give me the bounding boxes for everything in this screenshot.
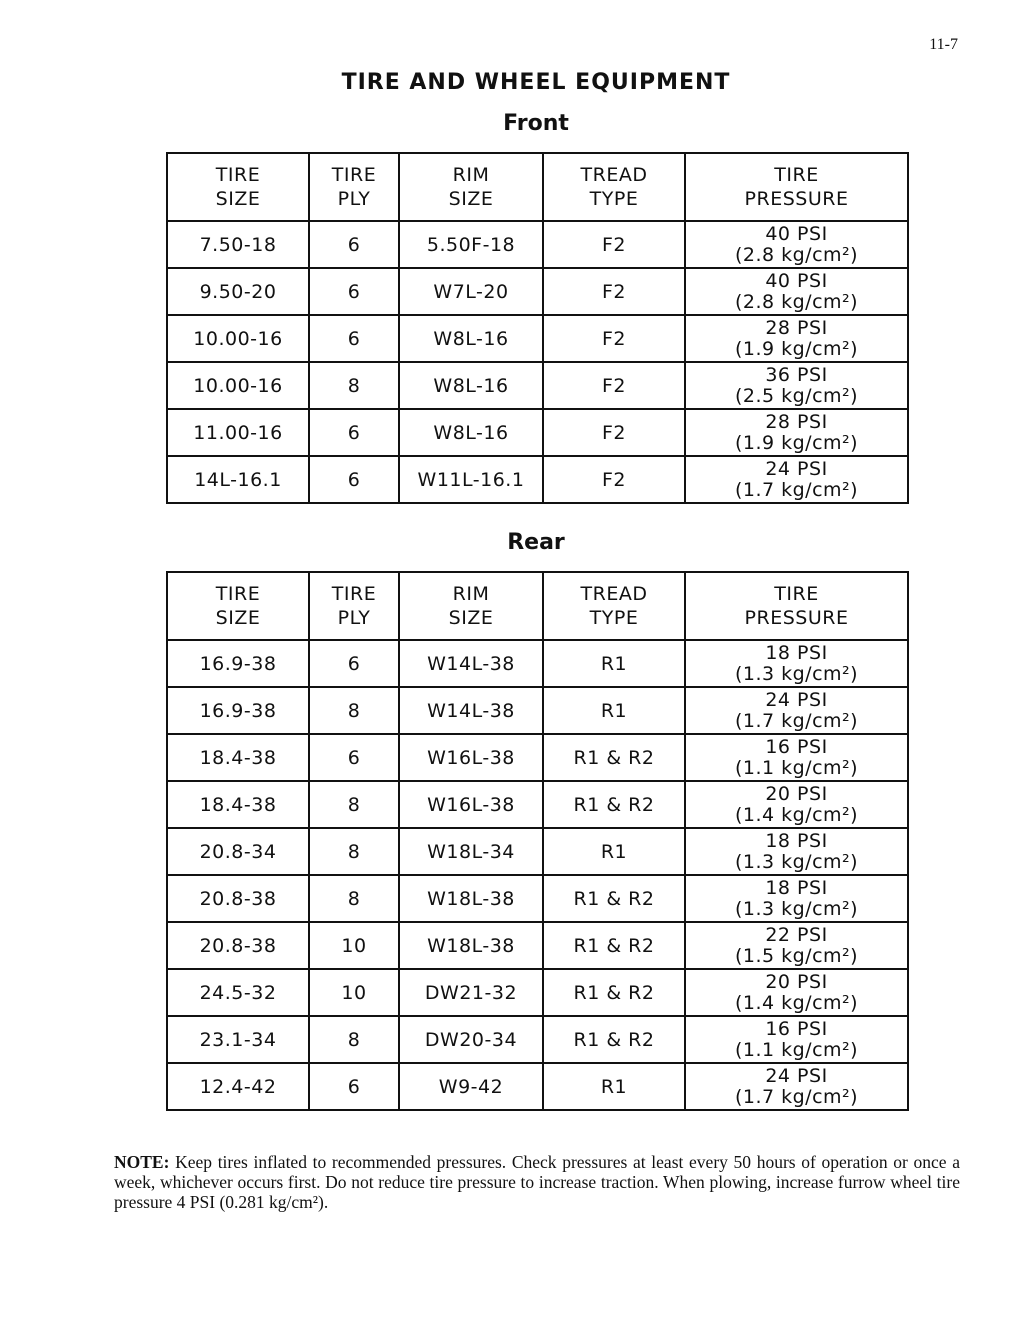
tread-type-cell: R1 [543,640,685,687]
tire-pressure-cell [685,409,908,456]
rear-section-heading: Rear [507,530,565,555]
pressure-psi: 16 PSI [765,1017,828,1040]
header-tire-ply: TIRE PLY [309,572,399,640]
tire-size-cell: 7.50-18 [167,221,309,268]
rear-tire-table [166,571,909,1111]
tire-pressure-cell [685,781,908,828]
tire-size-cell: 10.00-16 [167,315,309,362]
pressure-metric: (1.1 kg/cm²) [734,756,859,779]
pressure-metric: (1.7 kg/cm²) [734,478,859,501]
pressure-metric: (1.3 kg/cm²) [734,662,859,685]
tire-pressure-cell [685,221,908,268]
table-row [167,781,908,828]
rim-size-cell: W14L-38 [399,687,543,734]
tread-type-cell: R1 [543,1063,685,1110]
tire-ply-cell: 8 [309,875,399,922]
rim-size-cell: W11L-16.1 [399,456,543,503]
rim-size-cell: W8L-16 [399,315,543,362]
rim-size-cell: DW20-34 [399,1016,543,1063]
table-row [167,875,908,922]
tire-size-cell: 11.00-16 [167,409,309,456]
tire-ply-cell: 6 [309,315,399,362]
front-tire-table [166,152,909,504]
pressure-metric: (1.7 kg/cm²) [734,1085,859,1108]
tire-size-cell: 9.50-20 [167,268,309,315]
tire-ply-cell: 8 [309,781,399,828]
rim-size-cell: W18L-34 [399,828,543,875]
tread-type-cell: F2 [543,362,685,409]
table-row [167,734,908,781]
rim-size-cell: W8L-16 [399,362,543,409]
pressure-psi: 18 PSI [765,641,828,664]
table-row [167,1063,908,1110]
note-text: Keep tires inflated to recommended pressures. Check pressures at least every 50 hours of operation or once a week, whichever occurs first. Do not reduce tire pressure to increase traction. When plowing, increase furrow wheel tire pressure 4 PSI (0.281 kg/cm²). [114,1152,960,1212]
tread-type-cell: F2 [543,409,685,456]
table-header-row [167,572,908,640]
table-row [167,362,908,409]
tire-ply-cell: 8 [309,362,399,409]
tread-type-cell: F2 [543,456,685,503]
pressure-psi: 40 PSI [765,222,828,245]
tire-ply-cell: 6 [309,456,399,503]
tire-size-cell: 23.1-34 [167,1016,309,1063]
tread-type-cell: R1 & R2 [543,969,685,1016]
pressure-metric: (1.5 kg/cm²) [734,944,859,967]
tire-pressure-cell [685,456,908,503]
tire-pressure-cell [685,828,908,875]
tread-type-cell: R1 [543,687,685,734]
tread-type-cell: R1 & R2 [543,1016,685,1063]
table-row [167,969,908,1016]
pressure-psi: 28 PSI [765,316,828,339]
rim-size-cell: W14L-38 [399,640,543,687]
header-rim-size: RIM SIZE [399,572,543,640]
tire-pressure-cell [685,640,908,687]
tire-ply-cell: 6 [309,268,399,315]
tire-pressure-cell [685,268,908,315]
note-paragraph [114,1152,960,1212]
table-row [167,456,908,503]
table-row [167,828,908,875]
rim-size-cell: 5.50F-18 [399,221,543,268]
header-rim-size: RIM SIZE [399,153,543,221]
table-row [167,315,908,362]
rim-size-cell: W16L-38 [399,781,543,828]
pressure-metric: (1.3 kg/cm²) [734,850,859,873]
rim-size-cell: W18L-38 [399,875,543,922]
tread-type-cell: R1 & R2 [543,875,685,922]
note-label: NOTE: [114,1152,170,1172]
tire-size-cell: 18.4-38 [167,781,309,828]
tread-type-cell: F2 [543,315,685,362]
pressure-metric: (1.9 kg/cm²) [734,337,859,360]
tire-size-cell: 16.9-38 [167,640,309,687]
tire-ply-cell: 6 [309,409,399,456]
tire-ply-cell: 10 [309,922,399,969]
table-row [167,221,908,268]
page-number: 11-7 [929,36,958,53]
tire-size-cell: 16.9-38 [167,687,309,734]
pressure-metric: (1.1 kg/cm²) [734,1038,859,1061]
rim-size-cell: W9-42 [399,1063,543,1110]
pressure-psi: 24 PSI [765,457,828,480]
pressure-psi: 20 PSI [765,970,828,993]
pressure-psi: 24 PSI [765,1064,828,1087]
tire-size-cell: 18.4-38 [167,734,309,781]
pressure-metric: (2.8 kg/cm²) [734,290,859,313]
tire-size-cell: 14L-16.1 [167,456,309,503]
tread-type-cell: F2 [543,268,685,315]
pressure-psi: 18 PSI [765,829,828,852]
tire-pressure-cell [685,969,908,1016]
tire-size-cell: 20.8-38 [167,875,309,922]
rear-table-body [167,640,908,1110]
rim-size-cell: W16L-38 [399,734,543,781]
pressure-metric: (1.3 kg/cm²) [734,897,859,920]
tread-type-cell: R1 & R2 [543,781,685,828]
pressure-metric: (1.4 kg/cm²) [734,803,859,826]
pressure-psi: 40 PSI [765,269,828,292]
header-tire-size: TIRE SIZE [167,153,309,221]
pressure-metric: (1.7 kg/cm²) [734,709,859,732]
pressure-metric: (2.8 kg/cm²) [734,243,859,266]
rim-size-cell: W7L-20 [399,268,543,315]
pressure-psi: 20 PSI [765,782,828,805]
table-row [167,687,908,734]
pressure-metric: (2.5 kg/cm²) [734,384,859,407]
pressure-psi: 22 PSI [765,923,828,946]
tire-pressure-cell [685,875,908,922]
tire-ply-cell: 6 [309,640,399,687]
tire-ply-cell: 8 [309,828,399,875]
header-tread-type: TREAD TYPE [543,572,685,640]
header-tire-pressure: TIRE PRESSURE [685,572,908,640]
header-tire-size: TIRE SIZE [167,572,309,640]
table-header-row [167,153,908,221]
tire-size-cell: 10.00-16 [167,362,309,409]
rim-size-cell: DW21-32 [399,969,543,1016]
pressure-metric: (1.4 kg/cm²) [734,991,859,1014]
table-row [167,640,908,687]
table-row [167,1016,908,1063]
tire-ply-cell: 8 [309,1016,399,1063]
tire-ply-cell: 6 [309,221,399,268]
tire-ply-cell: 10 [309,969,399,1016]
tire-pressure-cell [685,922,908,969]
rim-size-cell: W8L-16 [399,409,543,456]
tire-pressure-cell [685,687,908,734]
table-row [167,268,908,315]
front-table-body [167,221,908,503]
tread-type-cell: F2 [543,221,685,268]
tread-type-cell: R1 [543,828,685,875]
pressure-psi: 24 PSI [765,688,828,711]
pressure-psi: 36 PSI [765,363,828,386]
front-section-heading: Front [503,111,569,136]
page-title: TIRE AND WHEEL EQUIPMENT [341,70,731,95]
tread-type-cell: R1 & R2 [543,734,685,781]
tire-pressure-cell [685,1063,908,1110]
tire-ply-cell: 8 [309,687,399,734]
tire-ply-cell: 6 [309,1063,399,1110]
table-row [167,922,908,969]
rim-size-cell: W18L-38 [399,922,543,969]
tire-size-cell: 20.8-38 [167,922,309,969]
tire-size-cell: 24.5-32 [167,969,309,1016]
pressure-metric: (1.9 kg/cm²) [734,431,859,454]
tire-ply-cell: 6 [309,734,399,781]
pressure-psi: 28 PSI [765,410,828,433]
pressure-psi: 16 PSI [765,735,828,758]
tire-pressure-cell [685,1016,908,1063]
tire-pressure-cell [685,734,908,781]
tire-size-cell: 20.8-34 [167,828,309,875]
header-tread-type: TREAD TYPE [543,153,685,221]
tread-type-cell: R1 & R2 [543,922,685,969]
header-tire-ply: TIRE PLY [309,153,399,221]
tire-size-cell: 12.4-42 [167,1063,309,1110]
tire-pressure-cell [685,315,908,362]
pressure-psi: 18 PSI [765,876,828,899]
table-row [167,409,908,456]
header-tire-pressure: TIRE PRESSURE [685,153,908,221]
tire-pressure-cell [685,362,908,409]
